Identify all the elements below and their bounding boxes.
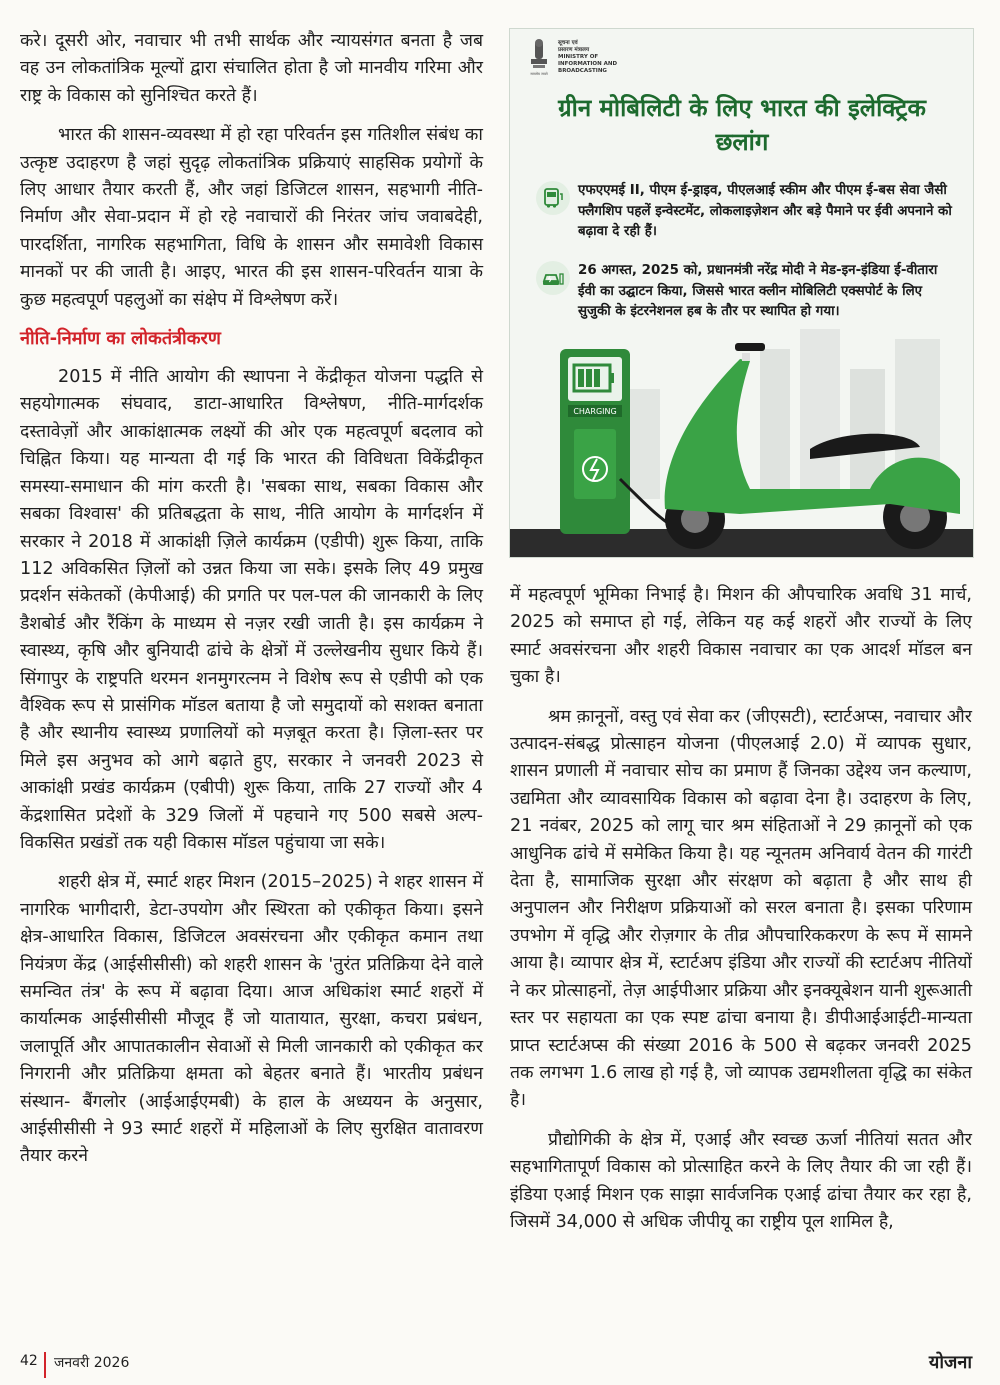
paragraph: भारत की शासन-व्यवस्था में हो रहा परिवर्तन इस गतिशील संबंध का उत्कृष्ट उदाहरण है जहां सुदृढ़ लोकतांत्रिक प्रक्रियाएं साहसिक प्रयोगों के लिए आधार तैयार करती हैं, और जहां डिजिटल शासन, सहभागी नीति-निर्माण और सेवा-प्रदान में हो रहे नवाचारों की निरंतर जांच जवाबदेही, पारदर्शिता, नागरिक सहभागिता, विधि के शासन और समावेशी विकास मानकों पर की जाती है। आइए, भारत की इस शासन-परिवर्तन यात्रा के कुछ महत्वपूर्ण पहलुओं का संक्षेप में विश्लेषण करें। [20, 125, 483, 310]
fact-item [536, 181, 956, 243]
paragraph: में महत्वपूर्ण भूमिका निभाई है। मिशन की औपचारिक अवधि 31 मार्च, 2025 को समाप्त हो गई, लेकिन यह कई शहरों और राज्यों के लिए स्मार्ट अवसंरचना और शहरी विकास नवाचार का एक आदर्श मॉडल बन चुका है। [510, 585, 972, 688]
ev-bus-icon [536, 181, 570, 215]
paragraph: शहरी क्षेत्र में, स्मार्ट शहर मिशन (2015–2025) ने शहर शासन में नागरिक भागीदारी, डेटा-उपयोग और स्थिरता को एकीकृत किया। इसने क्षेत्र-आधारित विकास, डिजिटल अवसंरचना और एकीकृत कमान तथा नियंत्रण केंद्र (आईसीसीसी) को शहरी शासन के 'तुरंत प्रतिक्रिया देने वाले समन्वित तंत्र' के रूप में बढ़ावा दिया। आज अधिकांश स्मार्ट शहरों में कार्यात्मक आईसीसीसी मौजूद हैं जो यातायात, सुरक्षा, कचरा प्रबंधन, जलापूर्ति और आपातकालीन सेवाओं से मिली जानकारी को एकीकृत कर निगरानी और प्रतिक्रिया क्षमता को बेहतर बनाते हैं। भारतीय प्रबंधन संस्थान- बैंगलोर (आईआईएमबी) के हाल के अध्ययन के अनुसार, आईसीसीसी ने 93 स्मार्ट शहरों में महिलाओं के लिए सुरक्षित वातावरण तैयार करने [20, 872, 483, 1167]
fact-item [536, 261, 956, 323]
paragraph: 2015 में नीति आयोग की स्थापना ने केंद्रीकृत योजना पद्धति से सहयोगात्मक संघवाद, डाटा-आधारित विश्लेषण, नीति-मार्गदर्शक दस्तावेज़ों और आकांक्षात्मक लक्ष्यों की ओर एक महत्वपूर्ण बदलाव को चिह्नित किया। यह मान्यता दी गई कि भारत की विविधता विकेंद्रीकृत समस्या-समाधान की मांग करती है। 'सबका साथ, सबका विकास और सबका विश्वास' की प्रतिबद्धता के साथ, नीति आयोग के मार्गदर्शन में सरकार ने 2018 में आकांक्षी ज़िले कार्यक्रम (एडीपी) शुरू किया, ताकि 112 अविकसित ज़िलों को उन्नत किया जा सके। इसके लिए 49 प्रमुख प्रदर्शन संकेतकों (केपीआई) की प्रगति पर पल-पल की जानकारी के लिए डैशबोर्ड और रैंकिंग के माध्यम से नज़र रखी जाती है। इस कार्यक्रम ने स्वास्थ्य, कृषि और बुनियादी ढांचे के क्षेत्रों में उल्लेखनीय सुधार किये हैं। सिंगापुर के राष्ट्रपति थरमन शनमुगरत्नम ने विशेष रूप से एडीपी को एक वैश्विक रूप से प्रासंगिक मॉडल बताया है जो समुदायों को सशक्त बनाता है और स्थानीय स्वास्थ्य प्रणालियों को मज़बूत करता है। ज़िला-स्तर पर मिले इस अनुभव को आगे बढ़ाते हुए, सरकार ने जनवरी 2023 से आकांक्षी प्रखंड कार्यक्रम (एबीपी) शुरू किया, ताकि 27 राज्यों और 4 केंद्रशासित प्रदेशों के 329 जिलों में पहचाने गए 500 सबसे अल्प-विकसित प्रखंडों तक यही विकास मॉडल पहुंचाया जा सके। [20, 367, 483, 853]
ministry-name: सूचना एवं प्रसारण मंत्रालय MINISTRY OF INFORMATION AND BROADCASTING [558, 39, 618, 74]
emblem-caption: सत्यमेव जयते [530, 72, 548, 76]
infobox [509, 28, 974, 558]
paragraph: प्रौद्योगिकी के क्षेत्र में, एआई और स्वच्छ ऊर्जा नीतियां सतत और सहभागितापूर्ण विकास को प्रोत्साहित करने के लिए तैयार की जा रही हैं। इंडिया एआई मिशन एक साझा सार्वजनिक एआई ढांचा तैयार कर रहा है, जिसमें 34,000 से अधिक जीपीयू का राष्ट्रीय पूल शामिल है, [510, 1129, 972, 1232]
footer-divider [44, 1352, 46, 1378]
infobox-title: ग्रीन मोबिलिटी के लिए भारत की इलेक्ट्रिक छलांग [558, 94, 926, 156]
fact-text: 26 अगस्त, 2025 को, प्रधानमंत्री नरेंद्र मोदी ने मेड-इन-इंडिया ई-वीतारा ईवी का उद्घाटन किया, जिससे भारत क्लीन मोबिलिटी एक्सपोर्ट के लिए सुजुकी के इंटरनेशनल हब के तौर पर स्थापित हो गया। [578, 263, 938, 319]
issue-date: जनवरी 2026 [54, 1355, 130, 1371]
section-heading: नीति-निर्माण का लोकतंत्रीकरण [20, 328, 221, 350]
page-number: 42 [20, 1353, 38, 1369]
ministry-logo [526, 37, 638, 77]
magazine-name: योजना [928, 1352, 972, 1373]
paragraph: करे। दूसरी ओर, नवाचार भी तभी सार्थक और न्यायसंगत बनता है जब वह उन लोकतांत्रिक मूल्यों द्वारा संचालित होता है जो मानवीय गरिमा और राष्ट्र के विकास को सुनिश्चित करते हैं। [20, 31, 483, 106]
ev-car-icon [536, 261, 570, 295]
right-column [510, 582, 972, 1248]
fact-text: एफएएमई II, पीएम ई-ड्राइव, पीएलआई स्कीम और पीएम ई-बस सेवा जैसी फ्लैगशिप पहलें इन्वेस्टमेंट, लोकलाइज़ेशन और बड़े पैमाने पर ईवी अपनाने को बढ़ावा दे रही हैं। [578, 183, 952, 239]
charger-label: CHARGING [573, 407, 617, 416]
ev-illustration [510, 329, 973, 557]
paragraph: श्रम क़ानूनों, वस्तु एवं सेवा कर (जीएसटी), स्टार्टअप्स, नवाचार और उत्पादन-संबद्ध प्रोत्साहन योजना (पीएलआई 2.0) में व्यापक सुधार, शासन प्रणाली में नवाचार सोच का प्रमाण हैं जिनका उद्देश्य जन कल्याण, उद्यमिता और व्यावसायिक विकास को बढ़ावा देना है। उदाहरण के लिए, 21 नवंबर, 2025 को लागू चार श्रम संहिताओं ने 29 क़ानूनों को एक आधुनिक ढांचे में समेकित किया है। यह न्यूनतम अनिवार्य वेतन की गारंटी देता है, सामाजिक सुरक्षा और संरक्षण को बढ़ाता है और साथ ही अनुपालन और निरीक्षण प्रक्रियाओं को सरल बनाता है। इसका परिणाम उपभोग में वृद्धि और रोज़गार के तीव्र औपचारिककरण के रूप में सामने आया है। व्यापार क्षेत्र में, स्टार्टअप इंडिया और राज्यों की स्टार्टअप नीतियों ने कर प्रोत्साहनों, तेज़ आईपीआर प्रक्रिया और इनक्यूबेशन यानी शुरूआती स्तर पर सहायता का एक स्पष्ट ढांचा बनाया है। डीपीआईआईटी-मान्यता प्राप्त स्टार्टअप्स की संख्या 2016 के 500 से बढ़कर जनवरी 2025 तक लगभग 1.6 लाख हो गई है, जो व्यापक उद्यमशीलता वृद्धि का संकेत है। [510, 706, 972, 1111]
national-emblem-icon [526, 37, 552, 77]
left-column [20, 28, 483, 1183]
